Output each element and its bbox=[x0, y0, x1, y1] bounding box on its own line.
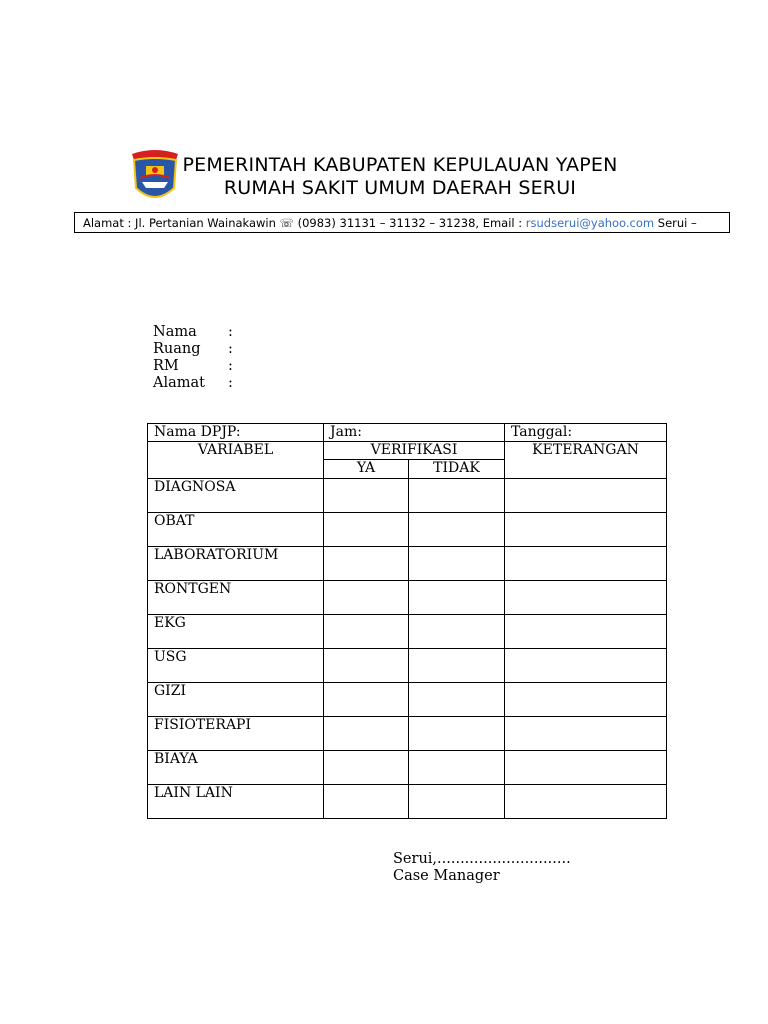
email-link[interactable]: rsudserui@yahoo.com bbox=[525, 216, 655, 230]
patient-identity bbox=[153, 324, 233, 392]
table-row bbox=[148, 649, 667, 683]
signature-block bbox=[393, 851, 571, 885]
address-bar bbox=[74, 212, 730, 233]
variable-label: FISIOTERAPI bbox=[148, 717, 324, 751]
ya-cell[interactable] bbox=[324, 513, 409, 547]
variable-label: DIAGNOSA bbox=[148, 479, 324, 513]
ya-cell[interactable] bbox=[324, 683, 409, 717]
keterangan-cell[interactable] bbox=[505, 649, 667, 683]
variable-label: LAIN LAIN bbox=[148, 785, 324, 819]
tidak-cell[interactable] bbox=[409, 683, 505, 717]
keterangan-cell[interactable] bbox=[505, 479, 667, 513]
ya-cell[interactable] bbox=[324, 649, 409, 683]
identity-label: Ruang bbox=[153, 341, 201, 357]
variable-label: EKG bbox=[148, 615, 324, 649]
ya-cell[interactable] bbox=[324, 751, 409, 785]
identity-sep: : bbox=[228, 358, 233, 374]
dpjp-cell[interactable]: Nama DPJP: bbox=[148, 424, 324, 442]
variable-label: GIZI bbox=[148, 683, 324, 717]
tidak-cell[interactable] bbox=[409, 717, 505, 751]
identity-sep: : bbox=[228, 324, 233, 340]
keterangan-cell[interactable] bbox=[505, 615, 667, 649]
identity-label: RM bbox=[153, 358, 179, 374]
ya-header: YA bbox=[324, 460, 409, 479]
table-row bbox=[148, 683, 667, 717]
signature-place: Serui,............................. bbox=[393, 851, 571, 867]
variable-label: USG bbox=[148, 649, 324, 683]
table-top-row bbox=[148, 424, 667, 442]
tidak-cell[interactable] bbox=[409, 785, 505, 819]
verifikasi-header: VERIFIKASI bbox=[324, 442, 505, 460]
table-row bbox=[148, 547, 667, 581]
ya-cell[interactable] bbox=[324, 615, 409, 649]
variable-label: OBAT bbox=[148, 513, 324, 547]
ya-cell[interactable] bbox=[324, 547, 409, 581]
table-row bbox=[148, 751, 667, 785]
identity-row bbox=[153, 341, 233, 358]
table-row bbox=[148, 513, 667, 547]
table-header-row bbox=[148, 442, 667, 460]
keterangan-cell[interactable] bbox=[505, 683, 667, 717]
ya-cell[interactable] bbox=[324, 785, 409, 819]
keterangan-cell[interactable] bbox=[505, 785, 667, 819]
header-line1: PEMERINTAH KABUPATEN KEPULAUAN YAPEN bbox=[182, 154, 618, 176]
variable-label: LABORATORIUM bbox=[148, 547, 324, 581]
table-row bbox=[148, 615, 667, 649]
table-row bbox=[148, 785, 667, 819]
address-suffix: Serui – bbox=[657, 216, 697, 230]
keterangan-cell[interactable] bbox=[505, 717, 667, 751]
tidak-cell[interactable] bbox=[409, 581, 505, 615]
identity-label: Alamat bbox=[153, 375, 205, 391]
tidak-header: TIDAK bbox=[409, 460, 505, 479]
keterangan-header: KETERANGAN bbox=[505, 442, 667, 479]
keterangan-cell[interactable] bbox=[505, 751, 667, 785]
identity-row bbox=[153, 324, 233, 341]
ya-cell[interactable] bbox=[324, 717, 409, 751]
phone-icon: ☏ bbox=[279, 216, 294, 230]
table-row bbox=[148, 581, 667, 615]
signature-role: Case Manager bbox=[393, 868, 500, 884]
ya-cell[interactable] bbox=[324, 581, 409, 615]
tidak-cell[interactable] bbox=[409, 479, 505, 513]
identity-row bbox=[153, 375, 233, 392]
tidak-cell[interactable] bbox=[409, 513, 505, 547]
keterangan-cell[interactable] bbox=[505, 513, 667, 547]
header-line2: RUMAH SAKIT UMUM DAERAH SERUI bbox=[223, 177, 577, 199]
table-row bbox=[148, 479, 667, 513]
variable-label: RONTGEN bbox=[148, 581, 324, 615]
tidak-cell[interactable] bbox=[409, 547, 505, 581]
identity-label: Nama bbox=[153, 324, 197, 340]
ya-cell[interactable] bbox=[324, 479, 409, 513]
address-phone: (0983) 31131 – 31132 – 31238, Email : bbox=[297, 216, 523, 230]
keterangan-cell[interactable] bbox=[505, 581, 667, 615]
identity-row bbox=[153, 358, 233, 375]
verification-table bbox=[147, 423, 667, 819]
tidak-cell[interactable] bbox=[409, 649, 505, 683]
variable-label: BIAYA bbox=[148, 751, 324, 785]
tidak-cell[interactable] bbox=[409, 615, 505, 649]
tanggal-cell[interactable]: Tanggal: bbox=[505, 424, 667, 442]
identity-sep: : bbox=[228, 375, 233, 391]
variabel-header: VARIABEL bbox=[148, 442, 324, 479]
jam-cell[interactable]: Jam: bbox=[324, 424, 505, 442]
identity-sep: : bbox=[228, 341, 233, 357]
tidak-cell[interactable] bbox=[409, 751, 505, 785]
table-row bbox=[148, 717, 667, 751]
keterangan-cell[interactable] bbox=[505, 547, 667, 581]
address-prefix: Alamat : Jl. Pertanian Wainakawin bbox=[83, 216, 276, 230]
